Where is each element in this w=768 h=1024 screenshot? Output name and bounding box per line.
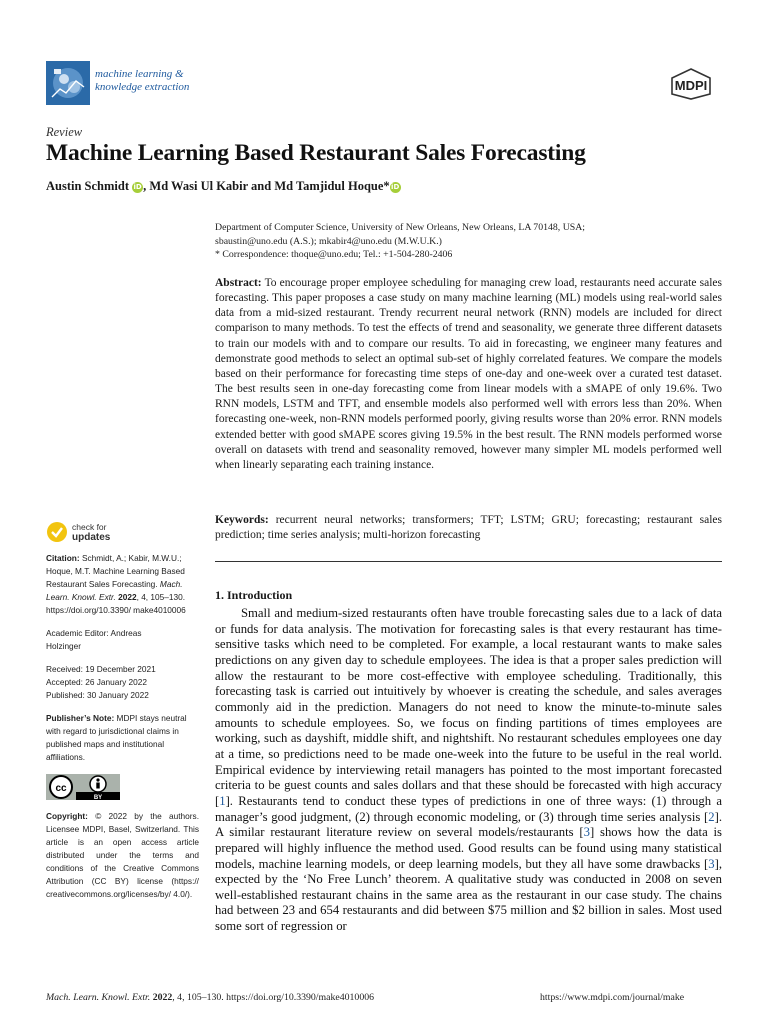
copyright-label: Copyright: (46, 811, 88, 821)
affiliation-line: Department of Computer Science, University of New Orleans, New Orleans, LA 70148, USA; (215, 222, 586, 233)
section-divider (215, 561, 722, 562)
check-label: check for (72, 521, 107, 532)
paper-title: Machine Learning Based Restaurant Sales Forecasting (46, 140, 586, 166)
editor-name: Holzinger (46, 641, 82, 651)
article-type: Review (46, 125, 83, 139)
footer-journal-url[interactable]: https://www.mdpi.com/journal/make (540, 992, 685, 1003)
footer-year: 2022 (152, 992, 173, 1003)
citation-block (46, 552, 199, 617)
author-name[interactable]: Md Tamjidul Hoque (274, 179, 384, 193)
keywords-text: recurrent neural networks; transformers; TFT; LSTM; GRU; forecasting; restaurant sales prediction; time series analysis; multi-horizon forecasting (215, 514, 722, 542)
dates-block (46, 663, 199, 702)
copyright-block (46, 810, 199, 901)
journal-logo-icon (46, 61, 90, 105)
abstract-text: To encourage proper employee scheduling for managing crew load, restaurants need accurate sales forecasting. This paper proposes a case study on many machine learning (ML) models using real-world sales data from a mid-sized restaurant. Trendy recurrent neural network (RNN) models are included for direct comparison to many methods. To test the effects of trend and seasonality, we generate three different datasets to train our models with and to compare our results. To aid in forecasting, we engineer many features and demonstrate good methods to select an optimal sub-set of highly correlated features. We compare the models based on their performance for forecasting time steps of one-day and one-week over a curated test dataset. The best results seen in one-day forecasting come from linear models with a sMAPE of only 19.6%. Two RNN models, LSTM and TFT, and ensemble models also performed well with errors less than 20%. When forecasting one-week, non-RNN models performed poorly, giving results worse than 20% error. RNN models extended better with good sMAPE scores giving 19.5% in the best result. The RNN models performed worse overall on datasets with trend and seasonality removed, however many simpler ML models performed well when linearly separating each training instance. (215, 277, 722, 471)
affiliation-block (215, 221, 725, 262)
check-for-updates-badge[interactable] (46, 518, 199, 546)
footer-doi[interactable]: , 4, 105–130. https://doi.org/10.3390/make4010006 (172, 992, 375, 1003)
orcid-icon[interactable]: iD (133, 183, 142, 191)
author-name[interactable]: Austin Schmidt (46, 179, 130, 193)
keywords (215, 513, 722, 543)
author-conjunction: and (251, 179, 272, 193)
footer-citation (46, 992, 374, 1003)
publisher-note (46, 712, 199, 764)
mdpi-logo-text: MDPI (674, 78, 708, 93)
journal-name-line2: knowledge extraction (95, 81, 190, 93)
cc-text: cc (55, 783, 67, 794)
received-date: Received: 19 December 2021 (46, 664, 156, 674)
article-info-sidebar (46, 518, 199, 911)
copyright-text: © 2022 by the authors. Licensee MDPI, Basel, Switzerland. This article is an open access article distributed under the terms and conditions of the Creative Commons Attribution (CC BY) license (https:// creativecommons.org/licenses/by/ 4.0/). (46, 811, 199, 899)
intro-text: ], expected by the ‘No Free Lunch’ theorem. A qualitative study was conducted in 2008 on seven well-established restaurant chains in the same area as the restaurant in our case study. The chains had between 23 and 654 restaurants and did between $75 million and $2 billion in sales. Most used some sort of regression or (215, 856, 722, 934)
abstract (215, 276, 722, 473)
citation-label: Citation: (46, 553, 80, 563)
publisher-note-text: MDPI stays neutral with regard to jurisdictional claims in published maps and institutional affiliations. (46, 713, 187, 762)
affiliation-emails: sbaustin@uno.edu (A.S.); mkabir4@uno.edu (M.W.U.K.) (215, 235, 442, 247)
citation-link[interactable]: 1 (219, 793, 226, 808)
citation-link[interactable]: 2 (708, 809, 715, 824)
journal-name (95, 68, 189, 94)
by-text: BY (93, 795, 103, 800)
cc-by-license-icon[interactable] (46, 774, 120, 800)
corresponding-star: * (383, 179, 390, 193)
intro-text: ]. A similar restaurant literature review on several models/restaurants [ (215, 809, 722, 840)
citation-link[interactable]: 3 (583, 825, 590, 840)
accepted-date: Accepted: 26 January 2022 (46, 677, 148, 687)
intro-text: ] shows how the data is prepared will highly influence the method used. Good results can be found using many statistical models, machine learning models, or deep learning models, but they all have some drawbacks [ (215, 825, 722, 871)
section-heading: 1. Introduction (215, 588, 293, 602)
published-date: Published: 30 January 2022 (46, 690, 149, 700)
citation-journal: Mach. Learn. Knowl. Extr. (46, 579, 183, 602)
keywords-label: Keywords: (215, 514, 269, 526)
citation-text: Schmidt, A.; Kabir, M.W.U.; Hoque, M.T. Machine Learning Based Restaurant Sales Forecasting. (46, 553, 185, 589)
author-name[interactable]: Md Wasi Ul Kabir (149, 179, 248, 193)
intro-text: Small and medium-sized restaurants often have trouble forecasting sales due to a lack of data or funds for data analysis. The motivation for forecasting sales is that every restaurant has time-sensitive tasks which need to be completed. For example, a local restaurant wants to make sales predictions on any given day to schedule employees. The idea is that a proper sales prediction will allow the restaurant to be more cost-effective with employee scheduling. Traditionally, this forecasting task is carried out intuitively by whoever is creating the schedule, and sales averages commonly aid in the prediction. Managers do not need to know the minute-to-minute sales amounts to schedule employees. So, we focus on finding partitions of times employees are working, such as dayshift, middle shift, and nightshift. No restaurant schedules employees one day at a time, so predictions need to be made one-week into the future to be useful in the real world. Empirical evidence by interviewing retail managers has pointed to the most important forecasted criteria to be guest counts and sales dollars and that these should be forecasted with high accuracy [ (215, 606, 722, 808)
updates-label: updates (72, 531, 111, 543)
footer-journal: Mach. Learn. Knowl. Extr. (46, 992, 151, 1003)
intro-text: ]. Restaurants tend to conduct these types of predictions in one of three ways: (1) through a manager’s good judgment, (2) through economic modeling, or (3) through time series analysis [ (215, 793, 722, 824)
citation-link[interactable]: 3 (708, 856, 715, 871)
journal-name-line1: machine learning & (95, 68, 184, 80)
academic-editor (46, 627, 199, 653)
mdpi-logo-icon (663, 68, 719, 100)
intro-paragraph (215, 606, 722, 935)
citation-year: 2022 (118, 592, 137, 602)
abstract-label: Abstract: (215, 277, 262, 289)
check-for-updates-icon (46, 521, 68, 543)
publisher-note-label: Publisher’s Note: (46, 713, 115, 723)
author-list: Austin Schmidt iD, Md Wasi Ul Kabir and Md Tamjidul Hoque*iD (46, 179, 400, 193)
editor-line: Academic Editor: Andreas (46, 628, 142, 638)
correspondence-line: * Correspondence: thoque@uno.edu; Tel.: +1-504-280-2406 (215, 249, 453, 261)
citation-doi[interactable]: , 4, 105–130. https://doi.org/10.3390/ make4010006 (46, 592, 186, 615)
orcid-icon[interactable]: iD (391, 183, 400, 191)
